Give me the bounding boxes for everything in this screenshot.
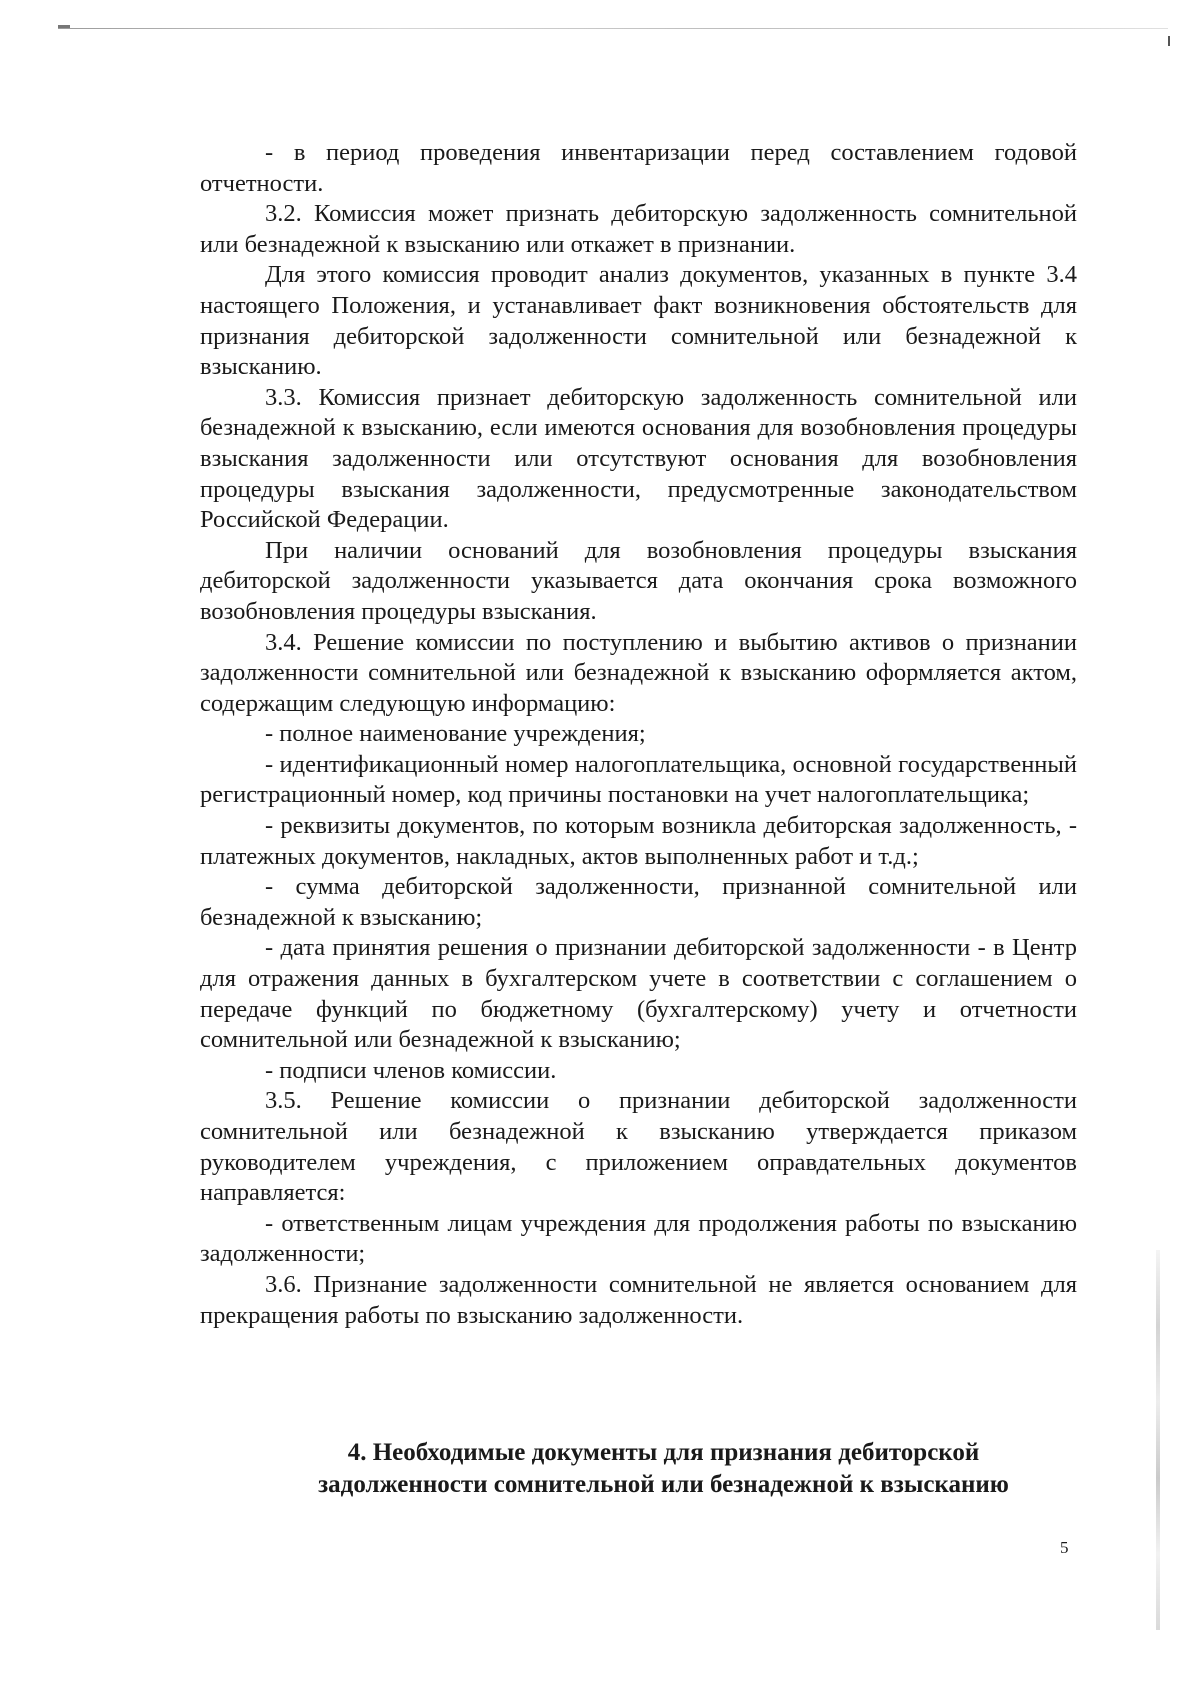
paragraph: 3.4. Решение комиссии по поступлению и выбытию активов о признании задолженности сомнительной или безнадежной к взысканию оформляется актом, содержащим следующую информацию: bbox=[200, 628, 1077, 717]
paragraph: При наличии оснований для возобновления процедуры взыскания дебиторской задолженности указывается дата окончания срока возможного возобновления процедуры взыскания. bbox=[200, 536, 1077, 625]
page-number: 5 bbox=[1060, 1538, 1069, 1557]
paragraph: Для этого комиссия проводит анализ документов, указанных в пункте 3.4 настоящего Положения, и устанавливает факт возникновения обстоятельств для признания дебиторской задолженности сомнительной или безнадежной к взысканию. bbox=[200, 261, 1077, 381]
list-item: - реквизиты документов, по которым возникла дебиторская задолженность, - платежных документов, накладных, актов выполненных работ и т.д.; bbox=[200, 812, 1077, 870]
paragraph: 3.6. Признание задолженности сомнительной не является основанием для прекращения работы по взысканию задолженности. bbox=[200, 1270, 1077, 1329]
scan-artifact-top-line bbox=[58, 28, 1168, 29]
section-heading-line: 4. Необходимые документы для признания дебиторской bbox=[347, 1439, 980, 1466]
list-item: - дата принятия решения о признании дебиторской задолженности - в Центр для отражения данных в бухгалтерском учете в соответствии с соглашением о передаче функций по бюджетному (бухгалтерскому) учету и отчетности сомнительной или безнадежной к взысканию; bbox=[200, 934, 1077, 1054]
paragraph: 3.5. Решение комиссии о признании дебиторской задолженности сомнительной или безнадежной к взысканию утверждается приказом руководителем учреждения, с приложением оправдательных документов направляется: bbox=[200, 1087, 1077, 1207]
list-item: - сумма дебиторской задолженности, признанной сомнительной или безнадежной к взысканию; bbox=[200, 873, 1077, 931]
list-item: - идентификационный номер налогоплательщика, основной государственный регистрационный номер, код причины постановки на учет налогоплательщика; bbox=[200, 750, 1077, 809]
paragraph: - в период проведения инвентаризации перед составлением годовой отчетности. bbox=[200, 139, 1077, 197]
paragraph: 3.2. Комиссия может признать дебиторскую задолженность сомнительной или безнадежной к взысканию или откажет в признании. bbox=[200, 200, 1077, 258]
scan-artifact-tick bbox=[1168, 36, 1170, 46]
list-item: - ответственным лицам учреждения для продолжения работы по взысканию задолженности; bbox=[200, 1209, 1077, 1268]
list-item: - подписи членов комиссии. bbox=[265, 1056, 557, 1084]
section-heading bbox=[250, 1437, 1077, 1501]
scan-artifact-right-edge bbox=[1156, 1250, 1160, 1630]
document-body bbox=[200, 138, 1077, 1331]
list-item: - полное наименование учреждения; bbox=[265, 720, 646, 748]
paragraph: 3.3. Комиссия признает дебиторскую задолженность сомнительной или безнадежной к взысканию, если имеются основания для возобновления процедуры взыскания задолженности или отсутствуют основания для возобновления процедуры взыскания задолженности, предусмотренные законодательством Российской Федерации. bbox=[200, 383, 1077, 534]
section-heading-line: задолженности сомнительной или безнадежной к взысканию bbox=[318, 1471, 1009, 1498]
